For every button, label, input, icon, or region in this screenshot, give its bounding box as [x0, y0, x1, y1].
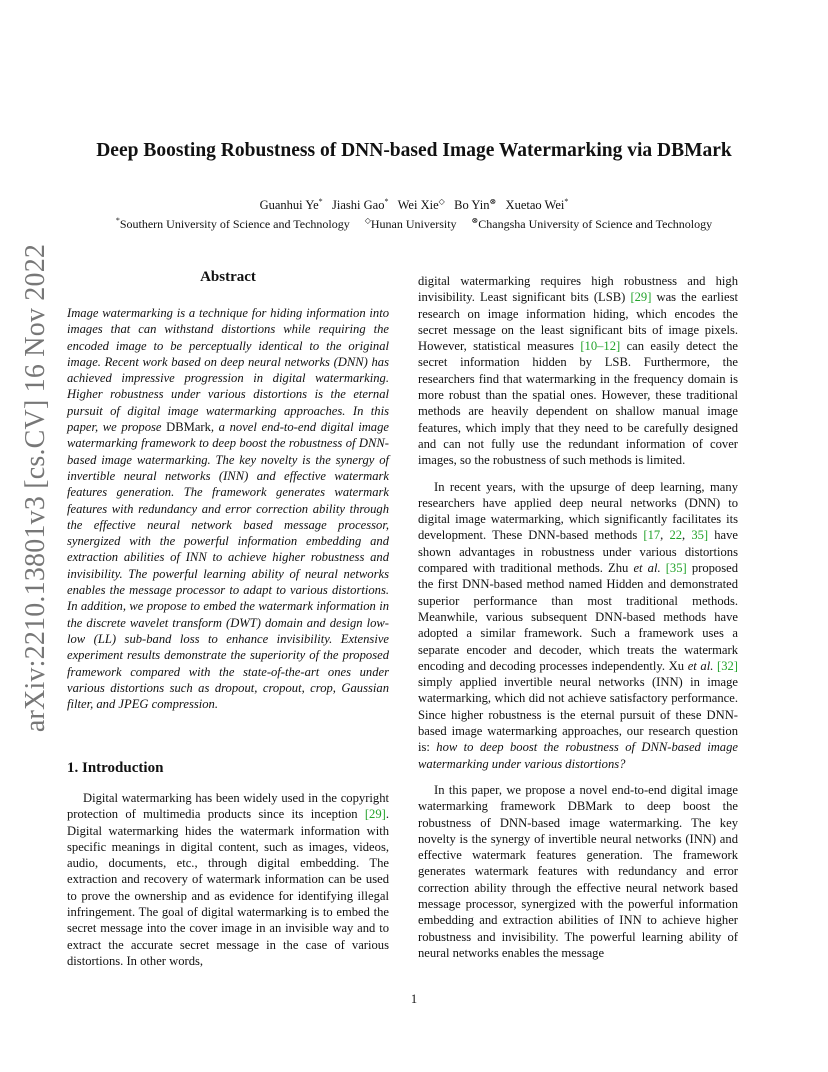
citation-link[interactable]: [17 — [643, 528, 661, 543]
citation-link[interactable]: [10–12] — [580, 339, 621, 354]
citation-link[interactable]: [29] — [364, 807, 386, 822]
affiliation: Changsha University of Science and Technology — [478, 217, 713, 231]
paragraph: In this paper, we propose a novel end-to-end digital image watermarking framework DBMark to deep boost the robustness of DNN-based image watermarking. The key novelty is the synergy of invertible neural networks (INN) and effective watermark features generation. The framework generates watermark features with redundancy and error correction ability through the effective neural network based message processor, synergized with the powerful information embedding and extraction abilities of INN to achieve higher robustness and invisibility. The powerful learning ability of neural networks enables the message — [418, 782, 738, 960]
method-name: DBMark — [567, 799, 613, 814]
introduction-body — [67, 790, 389, 969]
paragraph: Digital watermarking has been widely used in the copyright protection of multimedia products since its inception [29]. Digital watermarking hides the watermark information with specific meanings in digital content, such as images, videos, audio, documents, etc., through digital embedding. The extraction and recovery of watermark information can be used to prove the ownership and as evidence for identifying illegal infringement. The goal of digital watermarking is to embed the secret message into the cover image in an invisible way and to extract the accurate secret message in the case of various distortions. In other words, — [67, 791, 389, 968]
affiliation: Southern University of Science and Technology — [119, 217, 350, 231]
citation-link[interactable]: 35] — [691, 528, 709, 543]
abstract-body: Image watermarking is a technique for hiding information into images that can withstand distortions while requiring the encoded image to be perceptually identical to the original image. Recent work based on deep neural networks (DNN) has achieved impressive progression in digital watermarking. Higher robustness under various distortions is the eternal pursuit of digital image watermarking approaches. In this paper, we propose DBMark, a novel end-to-end digital image watermarking framework to deep boost the robustness of DNN-based image watermarking. The key novelty is the synergy of invertible neural networks (INN) and effective watermark features generation. The framework generates watermark features with redundancy and error correction ability through the effective neural network based message processor, synergized with the powerful information embedding and extraction abilities of INN to achieve higher robustness and invisibility. The powerful learning ability of neural networks enables the message processor to adapt to various distortions. In addition, we propose to embed the watermark information in the discrete wavelet transform (DWT) domain and design low-low (LL) sub-band loss to enhance invisibility. Extensive experiment results demonstrate the superiority of the proposed framework compared with the state-of-the-art ones under various distortions such as dropout, cropout, crop, Gaussian filter, and JPEG compression. — [67, 306, 389, 712]
research-question: how to deep boost the robustness of DNN-based image watermarking under various distortions? — [418, 740, 738, 771]
introduction-heading: 1. Introduction — [67, 760, 164, 776]
author-list: Guanhui Ye* Jiashi Gao* Wei Xie◇ Bo Yin⊗ Xuetao Wei* — [259, 197, 569, 212]
author-name: Guanhui Ye — [259, 198, 319, 212]
affiliation: Hunan University — [370, 217, 457, 231]
method-name: DBMark — [166, 420, 211, 435]
citation-link[interactable]: [32] — [717, 658, 738, 673]
arxiv-identifier: arXiv:2210.13801v3 [cs.CV] 16 Nov 2022 — [20, 243, 51, 733]
citation-link[interactable]: [35] — [665, 561, 687, 576]
author-name: Xuetao Wei — [505, 198, 565, 212]
paper-title: Deep Boosting Robustness of DNN-based Image Watermarking via DBMark — [96, 140, 732, 161]
author-name: Wei Xie — [397, 198, 439, 212]
citation-link[interactable]: [29] — [630, 290, 652, 305]
paragraph: digital watermarking requires high robustness and high invisibility. Least significant bits (LSB) [29] was the earliest research on image information hiding, which encodes the secret message on the least significant bits of image pixels. However, statistical measures [10–12] can easily detect the secret information hidden by LSB. Furthermore, the researchers find that watermarking in the frequency domain is more robust than the spatial ones. However, these traditional methods are heavily dependent on shallow manual image features, which imply that they need to be carefully designed and can not fully use the redundant information of cover images, so the robustness of such methods is limited. — [418, 274, 738, 468]
right-column-body — [418, 273, 738, 961]
affiliation-list: *Southern University of Science and Technology ◇Hunan University ⊗Changsha University of Science and Technology — [115, 216, 713, 231]
citation-link[interactable]: 22 — [669, 528, 683, 543]
page-number: 1 — [410, 992, 418, 1006]
paragraph: In recent years, with the upsurge of deep learning, many researchers have applied deep neural networks (DNN) to digital image watermarking, which significantly facilitates its development. These DNN-based methods [17, 22, 35] have shown advantages in robustness under various distortions compared with traditional methods. Zhu et al. [35] proposed the first DNN-based method named Hidden and demonstrated superior performance than most traditional methods. Meanwhile, various subsequent DNN-based methods have adopted a similar framework. Such a framework uses a separate encoder and decoder, which treats the watermark encoding and decoding processes independently. Xu et al. [32] simply applied invertible neural networks (INN) in image watermarking, which did not achieve satisfactory performance. Since higher robustness is the eternal pursuit of these DNN-based image watermarking approaches, our research question is: how to deep boost the robustness of DNN-based image watermarking under various distortions? — [418, 479, 739, 771]
arxiv-sidebar — [12, 243, 60, 733]
author-name: Bo Yin — [454, 198, 490, 212]
abstract-heading: Abstract — [200, 269, 256, 285]
author-name: Jiashi Gao — [332, 198, 385, 212]
